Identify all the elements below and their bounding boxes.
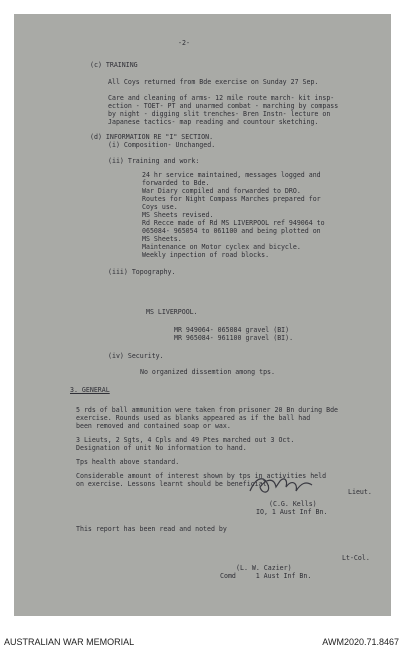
co-unit: Comd 1 Aust Inf Bn. bbox=[220, 572, 312, 580]
footer-source: AUSTRALIAN WAR MEMORIAL bbox=[4, 637, 135, 647]
page-number: -2- bbox=[178, 39, 190, 47]
training-line: by night - digging slit trenches- Bren Instn- lecture on bbox=[108, 110, 331, 118]
footer-accession: AWM2020.71.8467 bbox=[322, 637, 399, 647]
work-line: MS Sheets revised. bbox=[142, 211, 214, 219]
section-information-heading: (d) INFORMATION RE "I" SECTION. bbox=[90, 133, 214, 141]
general-line: 5 rds of ball ammunition were taken from prisoner 20 Bn during Bde bbox=[76, 406, 339, 414]
work-line: MS Sheets. bbox=[142, 235, 182, 243]
work-line: Coys use. bbox=[142, 203, 178, 211]
general-line: Tps health above standard. bbox=[76, 458, 180, 466]
info-item-ii: (ii) Training and work: bbox=[108, 157, 200, 165]
ms-liverpool-label: MS LIVERPOOL. bbox=[146, 308, 198, 316]
general-line: been removed and contained soap or wax. bbox=[76, 422, 231, 430]
signature-unit: IO, 1 Aust Inf Bn. bbox=[256, 508, 328, 516]
handwritten-signature bbox=[246, 469, 316, 501]
work-line: Rd Recce made of Rd MS LIVERPOOL ref 949064 to bbox=[142, 219, 325, 227]
signature-rank: Lieut. bbox=[348, 488, 372, 496]
work-line: Weekly inpection of road blocks. bbox=[142, 251, 270, 259]
info-item-iv: (iv) Security. bbox=[108, 352, 164, 360]
map-ref-line: MR 965084- 961100 gravel (BI). bbox=[174, 334, 294, 342]
work-line: 065084- 965054 to 061100 and being plotted on bbox=[142, 227, 321, 235]
co-name: (L. W. Cazier) bbox=[236, 564, 292, 572]
work-line: War Diary compiled and forwarded to DRO. bbox=[142, 187, 301, 195]
training-line: Japanese tactics- map reading and countour sketching. bbox=[108, 118, 319, 126]
training-line: Care and cleaning of arms- 12 mile route march- kit insp- bbox=[108, 94, 335, 102]
general-line: exercise. Rounds used as blanks appeared as if the ball had bbox=[76, 414, 311, 422]
section-general-heading: 3. GENERAL bbox=[70, 386, 110, 394]
info-item-i: (i) Composition- Unchanged. bbox=[108, 141, 216, 149]
general-line: Designation of unit No information to hand. bbox=[76, 444, 247, 452]
noted-line: This report has been read and noted by bbox=[76, 525, 227, 533]
training-line: ection - TOET- PT and unarmed combat - marching by compass bbox=[108, 102, 339, 110]
security-line: No organized dissemtion among tps. bbox=[140, 368, 275, 376]
info-item-iii: (iii) Topography. bbox=[108, 268, 176, 276]
general-line: on exercise. Lessons learnt should be beneficial. bbox=[76, 480, 271, 488]
general-line: Considerable amount of interest shown by tps in activities held bbox=[76, 472, 327, 480]
section-training-heading: (c) TRAINING bbox=[90, 61, 138, 69]
work-line: Routes for Night Compass Marches prepared for bbox=[142, 195, 321, 203]
co-rank: Lt-Col. bbox=[342, 554, 370, 562]
document-page bbox=[14, 14, 391, 616]
map-ref-line: MR 949064- 065084 gravel (BI) bbox=[174, 326, 290, 334]
general-line: 3 Lieuts, 2 Sgts, 4 Cpls and 49 Ptes marched out 3 Oct. bbox=[76, 436, 295, 444]
work-line: Maintenance on Motor cyclex and bicycle. bbox=[142, 243, 301, 251]
training-line: All Coys returned from Bde exercise on Sunday 27 Sep. bbox=[108, 78, 319, 86]
signature-name: (C.G. Kells) bbox=[269, 500, 317, 508]
work-line: forwarded to Bde. bbox=[142, 179, 210, 187]
work-line: 24 hr service maintained, messages logged and bbox=[142, 171, 321, 179]
